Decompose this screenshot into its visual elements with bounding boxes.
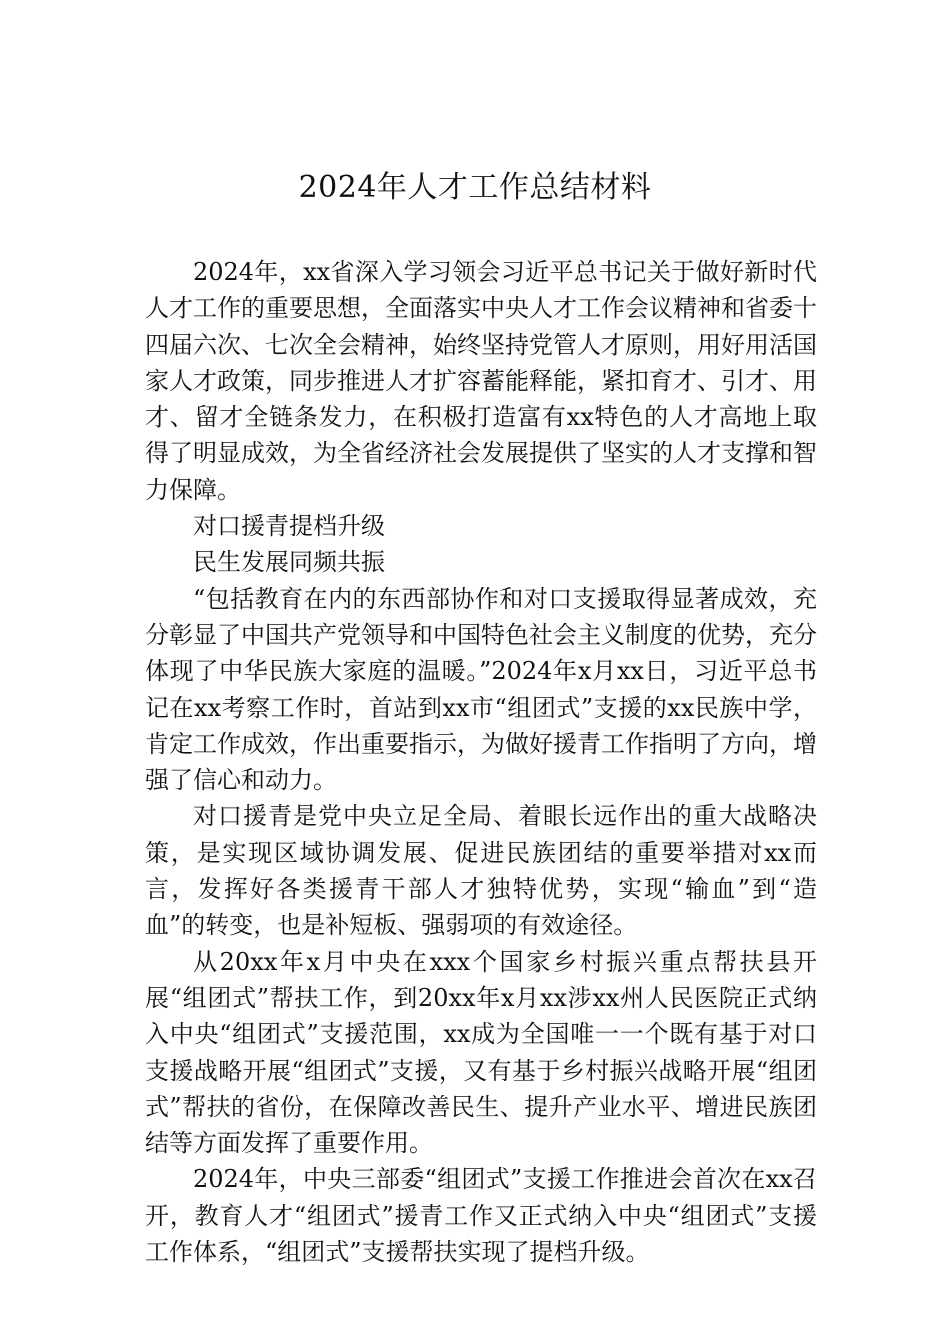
document-body [145, 254, 817, 1270]
section-subheading: 民生发展同频共振 [193, 548, 385, 577]
intro-paragraph: 2024年，xx省深入学习领会习近平总书记关于做好新时代人才工作的重要思想，全面落实中央人才工作会议精神和省委十四届六次、七次全会精神，始终坚持党管人才原则，用好用活国家人才政策，同步推进人才扩容蓄能释能，紧扣育才、引才、用才、留才全链条发力，在积极打造富有xx特色的人才高地上取得了明显成效，为全省经济社会发展提供了坚实的人才支撑和智力保障。 [145, 258, 817, 504]
body-paragraph: “包括教育在内的东西部协作和对口支援取得显著成效，充分彰显了中国共产党领导和中国特色社会主义制度的优势，充分体现了中华民族大家庭的温暖。”2024年x月xx日，习近平总书记在xx考察工作时，首站到xx市“组团式”支援的xx民族中学，肯定工作成效，作出重要指示，为做好援青工作指明了方向，增强了信心和动力。 [145, 584, 817, 795]
document-title: 2024年人才工作总结材料 [298, 170, 652, 205]
body-paragraph: 对口援青是党中央立足全局、着眼长远作出的重大战略决策，是实现区域协调发展、促进民族团结的重要举措对xx而言，发挥好各类援青干部人才独特优势，实现“输血”到“造血”的转变，也是补短板、强弱项的有效途径。 [145, 802, 817, 940]
section-heading: 对口援青提档升级 [193, 512, 385, 541]
body-paragraph: 从20xx年x月中央在xxx个国家乡村振兴重点帮扶县开展“组团式”帮扶工作，到20xx年x月xx涉xx州人民医院正式纳入中央“组团式”支援范围，xx成为全国唯一一个既有基于对口支援战略开展“组团式”支援，又有基于乡村振兴战略开展“组团式”帮扶的省份，在保障改善民生、提升产业水平、增进民族团结等方面发挥了重要作用。 [145, 947, 817, 1158]
body-paragraph: 2024年，中央三部委“组团式”支援工作推进会首次在xx召开，教育人才“组团式”援青工作又正式纳入中央“组团式”支援工作体系，“组团式”支援帮扶实现了提档升级。 [145, 1165, 817, 1267]
